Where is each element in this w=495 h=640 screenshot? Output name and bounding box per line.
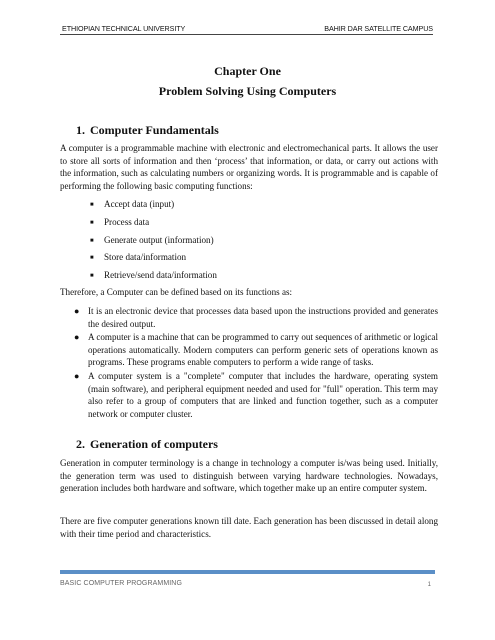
definition-text: A computer system is a "complete" computer that includes the hardware, operating system (main software), and peripheral equipment needed and used for "full" operation. This term may also refer to a group of computers that are linked and function together, such as a computer network or computer cluster. — [88, 370, 438, 419]
function-item-text: Accept data (input) — [104, 199, 175, 209]
page-header — [60, 22, 433, 35]
square-bullet-icon: ■ — [90, 202, 94, 208]
definition-item — [60, 331, 438, 369]
function-item-text: Retrieve/send data/information — [104, 270, 217, 280]
definition-text: A computer is a machine that can be programmed to carry out sequences of arithmetic or logical operations automatically. Modern computers can perform generic sets of operations known as programs. These programs enable computers to perform a wide range of tasks. — [88, 332, 438, 368]
function-item — [90, 198, 174, 211]
definition-text: It is an electronic device that processes data based upon the instructions provided and generates the desired output. — [88, 306, 438, 329]
footer-divider — [60, 570, 435, 574]
definitions-list — [60, 305, 438, 421]
section-1-intro: A computer is a programmable machine with electronic and electromechanical parts. It allows the user to store all sorts of information and then ‘process’ that information, or data, or carry out actions with the information, such as calculating numbers or organizing words. It is programmable and is capable of performing the following basic computing functions: — [60, 143, 438, 191]
footer-course-title: BASIC COMPUTER PROGRAMMING — [60, 580, 182, 587]
definitions-intro: Therefore, a Computer can be defined based on its functions as: — [60, 287, 293, 297]
header-institution: ETHIOPIAN TECHNICAL UNIVERSITY — [62, 24, 186, 33]
section-2-paragraph-2: There are five computer generations known till date. Each generation has been discussed in detail along with their time period and characteristics. — [60, 516, 438, 539]
square-bullet-icon: ■ — [90, 255, 94, 261]
section-2-number: 2. — [76, 437, 85, 451]
function-item-text: Store data/information — [104, 252, 187, 262]
square-bullet-icon: ■ — [90, 220, 94, 226]
header-campus: BAHIR DAR SATELLITE CAMPUS — [324, 24, 433, 33]
square-bullet-icon: ■ — [90, 238, 94, 244]
section-1-number: 1. — [76, 123, 85, 137]
function-item — [90, 269, 217, 282]
section-2-heading — [76, 437, 218, 452]
section-2-paragraph-1: Generation in computer terminology is a change in technology a computer is/was being used. Initially, the generation term was used to distinguish between varying hardware technologies. Nowadays, generation includes both hardware and software, which together make up an entire computer system. — [60, 458, 438, 494]
section-2-heading-text: Generation of computers — [90, 437, 218, 451]
function-item — [90, 251, 186, 264]
function-item-text: Generate output (information) — [104, 235, 214, 245]
definition-item — [60, 370, 438, 420]
section-1-heading-text: Computer Fundamentals — [90, 123, 219, 137]
definition-item — [60, 305, 438, 330]
bullet-dot-icon: ● — [74, 370, 80, 381]
function-item-text: Process data — [104, 217, 150, 227]
section-1-heading — [76, 123, 219, 138]
chapter-title: Problem Solving Using Computers — [158, 84, 337, 98]
chapter-label: Chapter One — [214, 64, 281, 78]
bullet-dot-icon: ● — [74, 306, 80, 316]
bullet-dot-icon: ● — [74, 332, 80, 343]
function-item — [90, 216, 149, 229]
function-item — [90, 234, 214, 247]
page-number: 1 — [427, 582, 431, 588]
square-bullet-icon: ■ — [90, 273, 94, 279]
